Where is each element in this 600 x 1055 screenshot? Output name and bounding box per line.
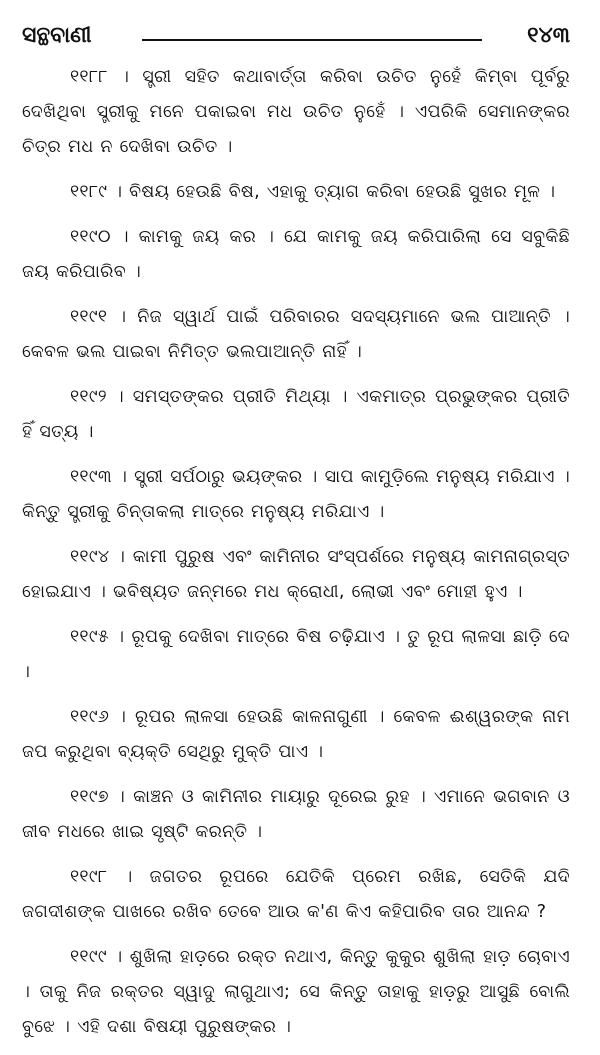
page-body <box>22 60 570 1055</box>
page-header <box>22 20 570 54</box>
entry-1199: ୧୧୯୯ । ଶୁଖିଲା ହାଡ଼ରେ ରକ୍ତ ନଥାଏ, କିନ୍ତୁ କୁକୁର ଶୁଖିଲା ହାଡ଼ ଚୋବାଏ । ତାକୁ ନିଜ ରକ୍ତର ସ୍ୱାଦୁ ଲାଗୁଥାଏ; ସେ କିନ୍ତୁ ତାହାକୁ ହାଡ଼ରୁ ଆସୁଛି ବୋଲି ବୁଝେ । ଏହି ଦଶା ବିଷୟୀ ପୁରୁଷଙ୍କର । <box>22 947 570 1037</box>
entry-1192: ୧୧୯୨ । ସମସ୍ତଙ୍କର ପ୍ରୀତି ମିଥ୍ୟା । ଏକମାତ୍ର ପ୍ରଭୁଙ୍କର ପ୍ରୀତି ହିଁ ସତ୍ୟ । <box>22 387 570 442</box>
entry-1193: ୧୧୯୩ । ସ୍ତ୍ରୀ ସର୍ପଠାରୁ ଭୟଙ୍କର । ସାପ କାମୁଡ଼ିଲେ ମନୁଷ୍ୟ ମରିଯାଏ । କିନ୍ତୁ ସ୍ତ୍ରୀକୁ ଚିନ୍ତାକଲା ମାତ୍ରେ ମନୁଷ୍ୟ ମରିଯାଏ । <box>22 467 570 522</box>
entry-1196: ୧୧୯୬ । ରୂପର ଲାଳସା ହେଉଛି କାଳନାଗୁଣୀ । କେବଳ ଈଶ୍ୱରଙ୍କ ନାମ ଜପ କରୁଥିବା ବ୍ୟକ୍ତି ସେଥିରୁ ମୁକ୍ତି ପାଏ । <box>22 707 570 762</box>
entry-1198: ୧୧୯୮ । ଜଗତର ରୂପରେ ଯେତିକି ପ୍ରେମ ରଖିଛ, ସେତିକି ଯଦି ଜଗଦୀଶଙ୍କ ପାଖରେ ରଖିବ ତେବେ ଆଉ କ'ଣ କିଏ କହିପାରିବ ତାର ଆନନ୍ଦ ? <box>22 867 570 922</box>
running-title: ସନ୍ଥବାଣୀ <box>22 23 92 48</box>
entry-1197: ୧୧୯୭ । କାଞ୍ଚନ ଓ କାମିନୀର ମାୟାରୁ ଦୂରେଇ ରୁହ । ଏମାନେ ଭଗବାନ ଓ ଜୀବ ମଧରେ ଖାଇ ସୃଷ୍ଟି କରନ୍ତି । <box>22 787 570 842</box>
entry-1189: ୧୧୮୯ । ବିଷୟ ହେଉଛି ବିଷ, ଏହାକୁ ତ୍ୟାଗ କରିବା ହେଉଛି ସୁଖର ମୂଳ । <box>70 182 556 202</box>
entry-1190: ୧୧୯୦ । କାମକୁ ଜୟ କର । ଯେ କାମକୁ ଜୟ କରିପାରିଲା ସେ ସବୁକିଛି ଜୟ କରିପାରିବ । <box>22 227 570 282</box>
entry-1194: ୧୧୯୪ । କାମୀ ପୁରୁଷ ଏବଂ କାମିନୀର ସଂସ୍ପର୍ଶରେ ମନୁଷ୍ୟ କାମନାଗ୍ରସ୍ତ ହୋଇଯାଏ । ଭବିଷ୍ୟତ ଜନ୍ମରେ ମଧ କ୍ରୋଧୀ, ଲୋଭୀ ଏବଂ ମୋହୀ ହୁଏ । <box>22 547 570 602</box>
entry-1188: ୧୧୮୮ । ସ୍ତ୍ରୀ ସହିତ କଥାବାର୍ତ୍ତା କରିବା ଉଚିତ ନୁହେଁ କିମ୍ବା ପୂର୍ବରୁ ଦେଖିଥିବା ସ୍ତ୍ରୀକୁ ମନେ ପକାଇବା ମଧ ଉଚିତ ନୁହେଁ । ଏପରିକି ସେମାନଙ୍କର ଚିତ୍ର ମଧ ନ ଦେଖିବା ଉଚିତ । <box>22 67 570 157</box>
entry-1191: ୧୧୯୧ । ନିଜ ସ୍ୱାର୍ଥ ପାଇଁ ପରିବାରର ସଦସ୍ୟମାନେ ଭଲ ପାଆନ୍ତି । କେବଳ ଭଲ ପାଇବା ନିମିତ୍ତ ଭଲପାଆନ୍ତି ନାହିଁ । <box>22 307 570 362</box>
page-number: ୧୪୩ <box>527 23 570 48</box>
header-rule <box>142 39 482 41</box>
entry-1195: ୧୧୯୫ । ରୂପକୁ ଦେଖିବା ମାତ୍ରେ ବିଷ ଚଢ଼ିଯାଏ । ତୁ ରୂପ ଲାଳସା ଛାଡ଼ି ଦେ । <box>22 627 570 682</box>
